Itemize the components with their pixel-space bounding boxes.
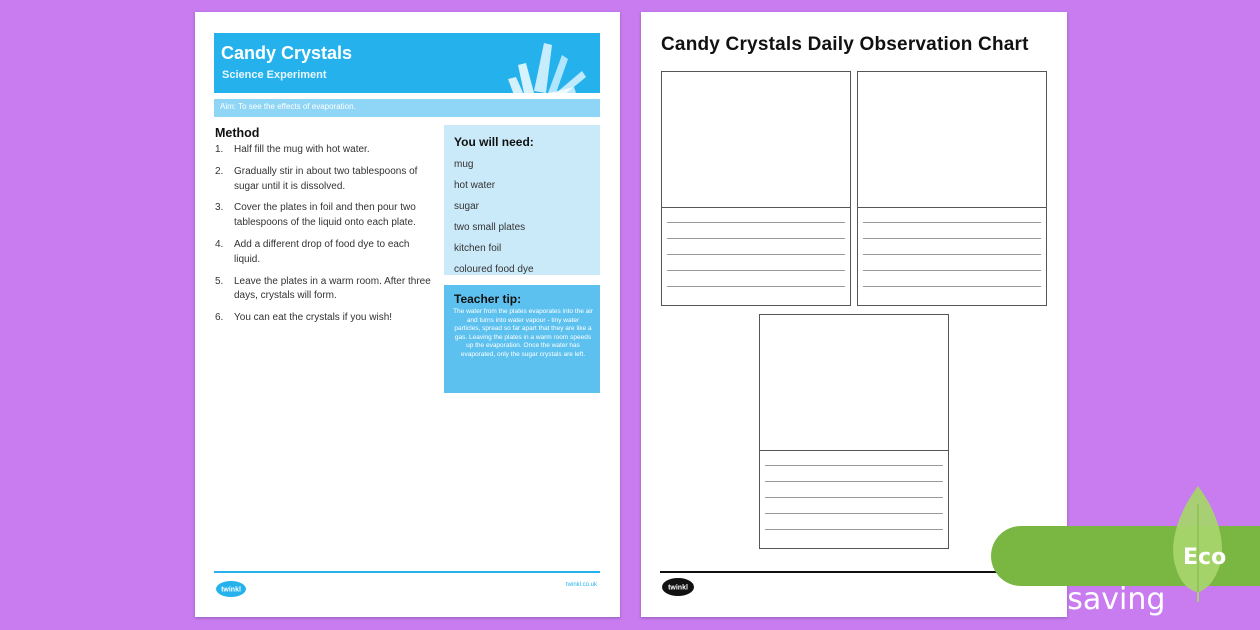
need-item: kitchen foil [454,243,502,254]
ink-saving-badge [991,484,1260,617]
footer-rule [214,571,600,573]
drawing-area [760,315,948,451]
twinkl-logo-icon [215,578,247,598]
step-text: Cover the plates in foil and then pour two tablespoons of the liquid onto each plate. [234,202,416,229]
step-text: Half fill the mug with hot water. [234,144,370,155]
step-number: 4. [215,238,224,250]
step-number: 6. [215,312,224,324]
drawing-area [662,72,850,208]
need-item: coloured food dye [454,264,534,275]
step-number: 1. [215,144,224,155]
writing-line [863,270,1041,271]
worksheet-subtitle: Science Experiment [222,69,327,81]
writing-line [667,270,845,271]
step-text: Leave the plates in a warm room. After three days, crystals will form. [234,275,431,302]
need-heading: You will need: [454,135,534,149]
site-url: twinkl.co.uk [565,582,597,588]
writing-line [765,497,943,498]
ink-saving-label: ink saving [1013,582,1166,617]
need-item: two small plates [454,222,526,233]
twinkl-logo-icon [661,575,695,597]
need-item: hot water [454,180,496,191]
tip-text: The water from the plates evaporates into the air and turns into water vapour - tiny water particles, spread so far apart that they are like a gas. Leaving the plates in a warm room speeds up the evaporation. Once the water has evaporated, only the sugar crystals are left. [453,308,593,358]
writing-line [667,222,845,223]
method-step [215,311,433,326]
eco-label: Eco [1183,545,1227,570]
svg-text:twinkl: twinkl [668,584,688,592]
writing-line [667,254,845,255]
writing-line [667,238,845,239]
writing-line [863,222,1041,223]
writing-line [863,254,1041,255]
eco-leaf-icon [1169,484,1227,604]
step-text: Gradually stir in about two tablespoons of sugar until it is dissolved. [234,165,418,192]
need-item: sugar [454,201,480,212]
method-step [215,201,433,231]
writing-line [765,465,943,466]
need-item: mug [454,159,474,170]
drawing-area [858,72,1046,208]
aim-text: Aim: To see the effects of evaporation. [220,102,356,111]
observation-box [857,71,1047,306]
step-text: You can eat the crystals if you wish! [234,312,393,324]
teacher-tip-box [444,285,600,393]
crystal-illustration-icon [504,35,594,93]
writing-line [863,286,1041,287]
title-banner [214,33,600,93]
need-list [454,159,534,285]
you-will-need-box [444,125,600,275]
writing-line [765,513,943,514]
writing-line [765,529,943,530]
writing-line [667,286,845,287]
method-step [215,275,433,305]
method-step [215,238,433,268]
step-number: 5. [215,275,224,287]
worksheet-page [195,12,620,617]
writing-line [765,481,943,482]
method-heading: Method [215,126,260,140]
observation-box [661,71,851,306]
svg-text:twinkl: twinkl [221,586,241,594]
aim-bar [214,99,600,117]
worksheet-title: Candy Crystals [221,43,353,63]
chart-title: Candy Crystals Daily Observation Chart [661,34,1029,55]
method-step [215,165,433,195]
step-text: Add a different drop of food dye to each liquid. [234,238,410,265]
tip-heading: Teacher tip: [454,292,522,306]
footer-rule [660,571,1048,573]
observation-box [759,314,949,549]
step-number: 3. [215,202,224,214]
method-list [215,143,433,333]
step-number: 2. [215,165,224,177]
writing-line [863,238,1041,239]
method-step [215,143,433,158]
